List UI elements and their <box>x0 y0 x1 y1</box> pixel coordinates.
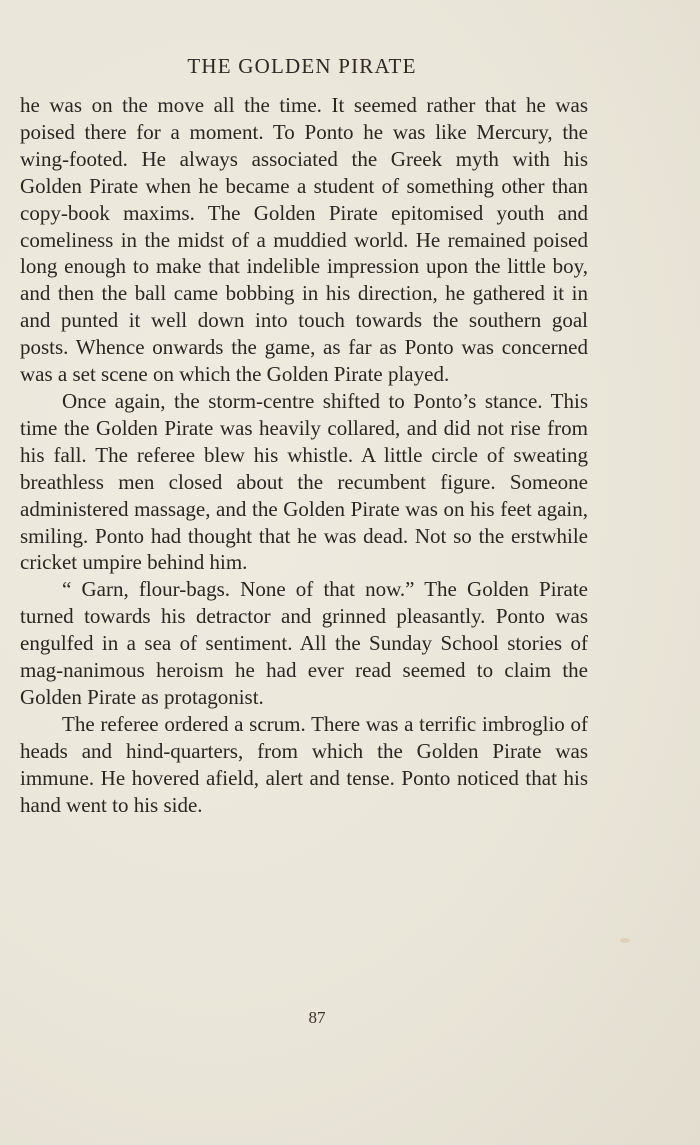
paragraph-4: The referee ordered a scrum. There was a terrific imbroglio of heads and hind-quarters, from which the Golden Pirate was immune. He hovered afield, alert and tense. Ponto noticed that his hand went to his side. <box>20 711 588 817</box>
running-head: THE GOLDEN PIRATE <box>187 54 417 78</box>
body-text <box>20 92 588 818</box>
paragraph-1: he was on the move all the time. It seemed rather that he was poised there for a moment. To Ponto he was like Mercury, the wing-footed. He always associated the Greek myth with his Golden Pirate when he became a student of something other than copy-book maxims. The Golden Pirate epitomised youth and comeliness in the midst of a muddied world. He remained poised long enough to make that indelible impression upon the little boy, and then the ball came bobbing in his direction, he gathered it in and punted it well down into touch towards the southern goal posts. Whence onwards the game, as far as Ponto was concerned was a set scene on which the Golden Pirate played. <box>20 93 588 387</box>
paragraph-3: “ Garn, flour-bags. None of that now.” The Golden Pirate turned towards his detractor and grinned pleasantly. Ponto was engulfed in a sea of sentiment. All the Sunday School stories of mag-nanimous heroism he had ever read seemed to claim the Golden Pirate as protagonist. <box>20 577 588 709</box>
paper-smudge <box>620 938 630 943</box>
paragraph-2: Once again, the storm-centre shifted to Ponto’s stance. This time the Golden Pirate was heavily collared, and did not rise from his fall. The referee blew his whistle. A little circle of sweating breathless men closed about the recumbent figure. Someone administered massage, and the Golden Pirate was on his feet again, smiling. Ponto had thought that he was dead. Not so the erstwhile cricket umpire behind him. <box>20 388 588 575</box>
page-number: 87 <box>308 1008 326 1027</box>
